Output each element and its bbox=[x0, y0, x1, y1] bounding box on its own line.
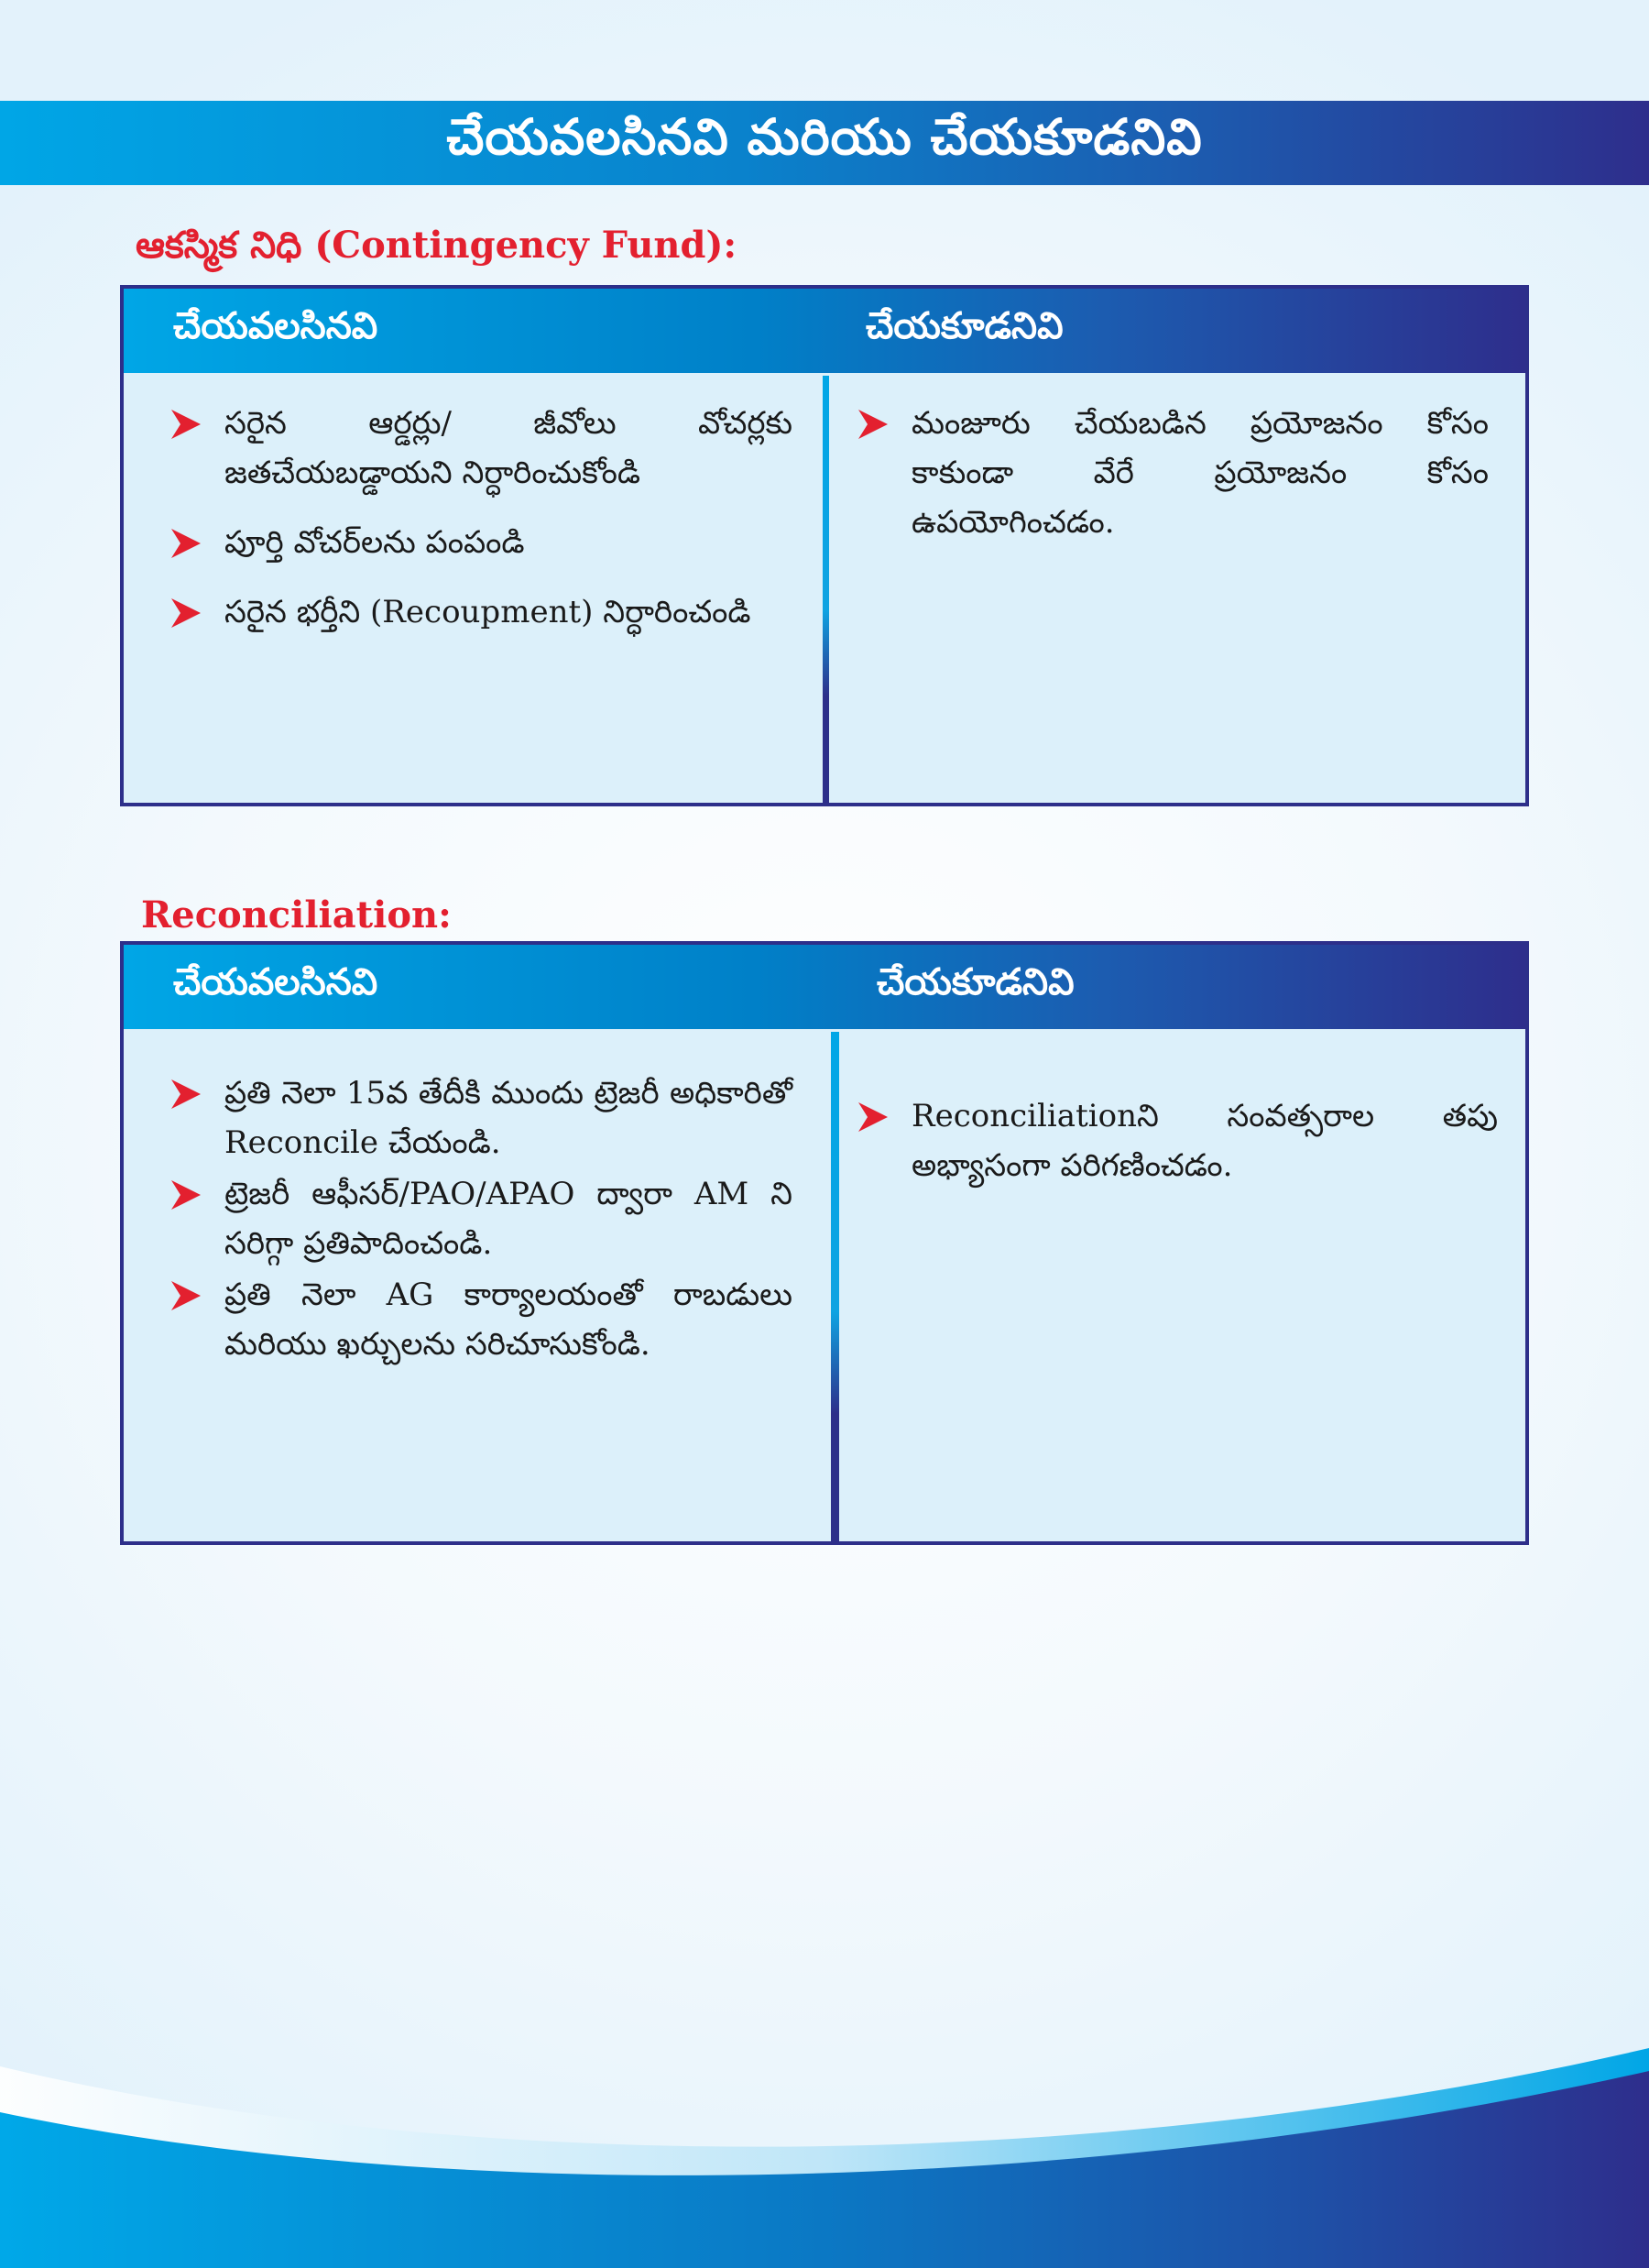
footer-wave-decoration bbox=[0, 2048, 1649, 2268]
page-title-bar bbox=[0, 101, 1649, 185]
column-divider bbox=[831, 1032, 839, 1541]
page-title: చేయవలసినవి మరియు చేయకూడనివి bbox=[446, 107, 1203, 166]
red-arrow-bullet-icon bbox=[169, 527, 202, 560]
do-list bbox=[169, 399, 792, 657]
column-divider bbox=[823, 376, 829, 803]
list-item: Reconciliationని సంవత్సరాల తపు అభ్యాసంగా పరిగణించడం. bbox=[857, 1091, 1498, 1190]
red-arrow-bullet-icon bbox=[169, 597, 202, 630]
dont-list bbox=[857, 399, 1489, 567]
do-column-title: చేయవలసినవి bbox=[173, 305, 378, 347]
panel-contingency-fund bbox=[120, 285, 1529, 806]
panel-reconciliation bbox=[120, 941, 1529, 1545]
do-column-title: చేయవలసినవి bbox=[173, 961, 378, 1003]
list-item: సరైన భర్తీని (Recoupment) నిర్ధారించండి bbox=[169, 587, 792, 637]
dont-list bbox=[857, 1091, 1498, 1211]
section-heading-contingency-fund: ఆకస్మిక నిధి (Contingency Fund): bbox=[136, 224, 737, 267]
list-item: పూర్తి వోచర్‌లను పంపండి bbox=[169, 518, 792, 567]
list-item: ప్రతి నెలా 15వ తేదీకి ముందు ట్రెజరీ అధికారితో Reconcile చేయండి. bbox=[169, 1068, 792, 1167]
dont-column-title: చేయకూడనివి bbox=[877, 961, 1075, 1003]
list-item: ప్రతి నెలా AG కార్యాలయంతో రాబడులు మరియు ఖర్చులను సరిచూసుకోండి. bbox=[169, 1270, 792, 1369]
panel-header bbox=[124, 289, 1525, 373]
dont-column-title: చేయకూడనివి bbox=[866, 305, 1064, 347]
red-arrow-bullet-icon bbox=[857, 1101, 890, 1134]
list-item: సరైన ఆర్డర్లు/ జీవోలు వోచర్లకు జతచేయబడ్డాయని నిర్ధారించుకోండి bbox=[169, 399, 792, 498]
red-arrow-bullet-icon bbox=[169, 1178, 202, 1211]
section-heading-reconciliation: Reconciliation: bbox=[141, 893, 452, 937]
do-list bbox=[169, 1068, 792, 1371]
list-item: మంజూరు చేయబడిన ప్రయోజనం కోసం కాకుండా వేరే ప్రయోజనం కోసం ఉపయోగించడం. bbox=[857, 399, 1489, 547]
red-arrow-bullet-icon bbox=[169, 1279, 202, 1312]
red-arrow-bullet-icon bbox=[169, 408, 202, 441]
red-arrow-bullet-icon bbox=[857, 408, 890, 441]
panel-header bbox=[124, 945, 1525, 1029]
list-item: ట్రెజరీ ఆఫీసర్/PAO/APAO ద్వారా AM ని సరిగ్గా ప్రతిపాదించండి. bbox=[169, 1169, 792, 1268]
red-arrow-bullet-icon bbox=[169, 1078, 202, 1111]
